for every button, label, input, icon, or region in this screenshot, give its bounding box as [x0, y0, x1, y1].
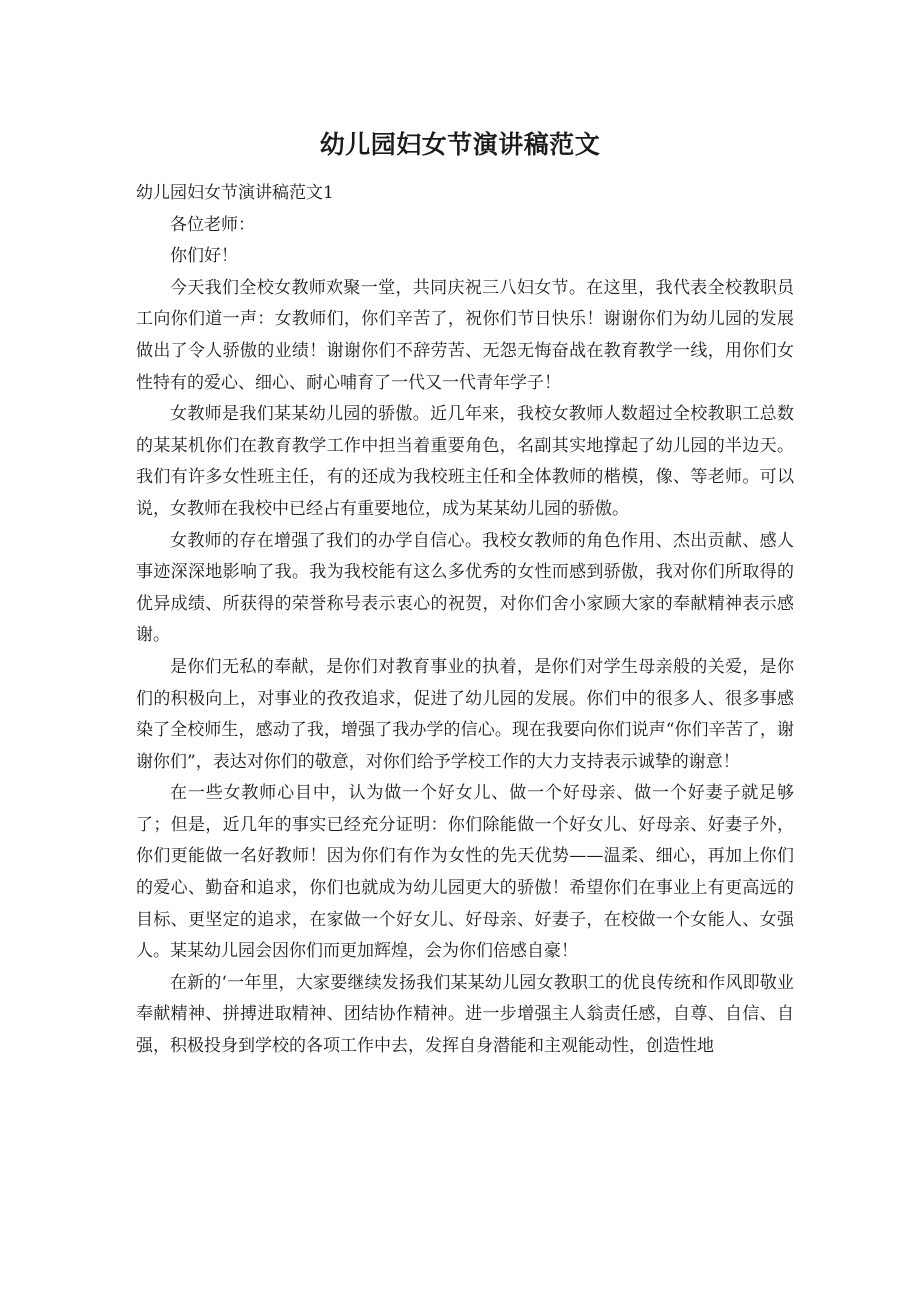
salutation: 各位老师： — [170, 214, 255, 235]
paragraph: 在新的‘一年里，大家要继续发扬我们某某幼儿园女教职工的优良传统和作风即敬业奉献精神、拼搏进取精神、团结协作精神。进一步增强主人翁责任感，自尊、自信、自强，积极投身到学校的各项工作中去，发挥自身潜能和主观能动性，创造性地 — [136, 972, 794, 1057]
paragraph: 女教师的存在增强了我们的办学自信心。我校女教师的角色作用、杰出贡献、感人事迹深深地影响了我。我为我校能有这么多优秀的女性而感到骄傲，我对你们所取得的优异成绩、所获得的荣誉称号表示衷心的祝贺，对你们舍小家顾大家的奉献精神表示感谢。 — [136, 530, 794, 646]
paragraph: 在一些女教师心目中，认为做一个好女儿、做一个好母亲、做一个好妻子就足够了；但是，近几年的事实已经充分证明：你们除能做一个好女儿、好母亲、好妻子外，你们更能做一名好教师！因为你们有作为女性的先天优势——温柔、细心，再加上你们的爱心、勤奋和追求，你们也就成为幼儿园更大的骄傲！希望你们在事业上有更高远的目标、更坚定的追求，在家做一个好女儿、好母亲、好妻子，在校做一个女能人、女强人。某某幼儿园会因你们而更加辉煌，会为你们倍感自豪！ — [136, 783, 794, 962]
section-heading: 幼儿园妇女节演讲稿范文1 — [136, 183, 334, 203]
paragraph: 女教师是我们某某幼儿园的骄傲。近几年来，我校女教师人数超过全校教职工总数的某某机你们在教育教学工作中担当着重要角色，名副其实地撑起了幼儿园的半边天。我们有许多女性班主任，有的还成为我校班主任和全体教师的楷模，像、等老师。可以说，女教师在我校中已经占有重要地位，成为某某幼儿园的骄傲。 — [136, 404, 794, 519]
greeting: 你们好！ — [170, 246, 238, 267]
document-body — [136, 178, 794, 1063]
paragraph: 今天我们全校女教师欢聚一堂，共同庆祝三八妇女节。在这里，我代表全校教职员工向你们道一声：女教师们，你们辛苦了，祝你们节日快乐！谢谢你们为幼儿园的发展做出了令人骄傲的业绩！谢谢你们不辞劳苦、无怨无悔奋战在教育教学一线，用你们女性特有的爱心、细心、耐心哺育了一代又一代青年学子！ — [136, 277, 794, 393]
paragraph: 是你们无私的奉献，是你们对教育事业的执着，是你们对学生母亲般的关爱，是你们的积极向上，对事业的孜孜追求，促进了幼儿园的发展。你们中的很多人、很多事感染了全校师生，感动了我，增强了我办学的信心。现在我要向你们说声“你们辛苦了，谢谢你们”，表达对你们的敬意，对你们给予学校工作的大力支持表示诚挚的谢意！ — [136, 656, 794, 772]
document-title: 幼儿园妇女节演讲稿范文 — [319, 130, 601, 159]
